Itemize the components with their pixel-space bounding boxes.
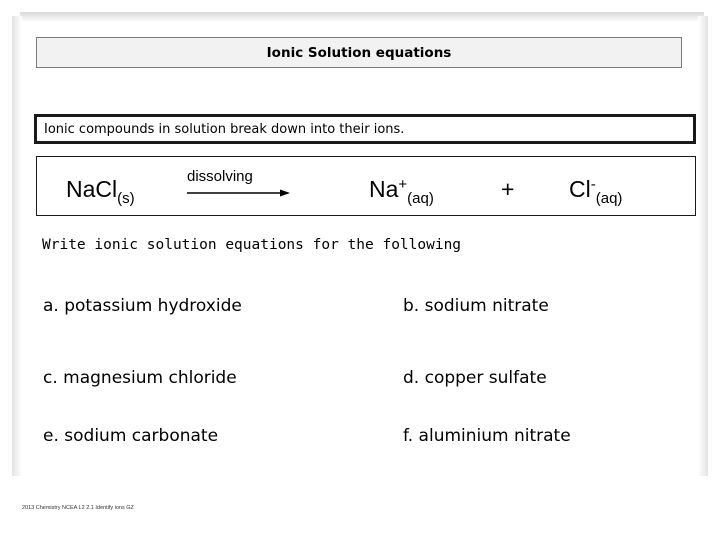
question-item-a: a. potassium hydroxide — [43, 296, 242, 316]
reactant-formula — [66, 176, 135, 207]
product-sodium-ion — [369, 176, 434, 207]
product1-charge: + — [398, 176, 408, 193]
product2-charge: - — [590, 176, 596, 193]
slide-title — [36, 37, 682, 68]
product2-symbol: Cl — [569, 176, 591, 202]
reactant-symbol: NaCl — [66, 176, 118, 202]
product1-state: (aq) — [407, 190, 434, 207]
footer-credit: 2013 Chemistry NCEA L2 2.1 Identify ions GZ — [22, 505, 134, 511]
product1-symbol: Na — [369, 176, 399, 202]
slide-title-text: Ionic Solution equations — [266, 44, 452, 61]
question-item-b: b. sodium nitrate — [403, 296, 549, 316]
question-item-f: f. aluminium nitrate — [403, 426, 571, 446]
intro-text: Ionic compounds in solution break down into their ions. — [44, 121, 405, 137]
slide-frame-left — [12, 16, 22, 476]
slide-frame-top — [20, 12, 704, 22]
intro-box — [34, 114, 696, 144]
slide-frame-right — [698, 16, 708, 476]
arrow-label: dissolving — [187, 168, 253, 185]
question-item-c: c. magnesium chloride — [43, 368, 237, 388]
question-item-e: e. sodium carbonate — [43, 426, 219, 446]
reactant-state: (s) — [117, 190, 135, 207]
reaction-arrow-icon — [186, 188, 292, 198]
question-item-d: d. copper sulfate — [403, 368, 547, 388]
instruction-text: Write ionic solution equations for the following — [42, 237, 462, 253]
product2-state: (aq) — [595, 190, 623, 207]
product-chloride-ion — [569, 176, 622, 207]
plus-sign: + — [501, 176, 515, 202]
